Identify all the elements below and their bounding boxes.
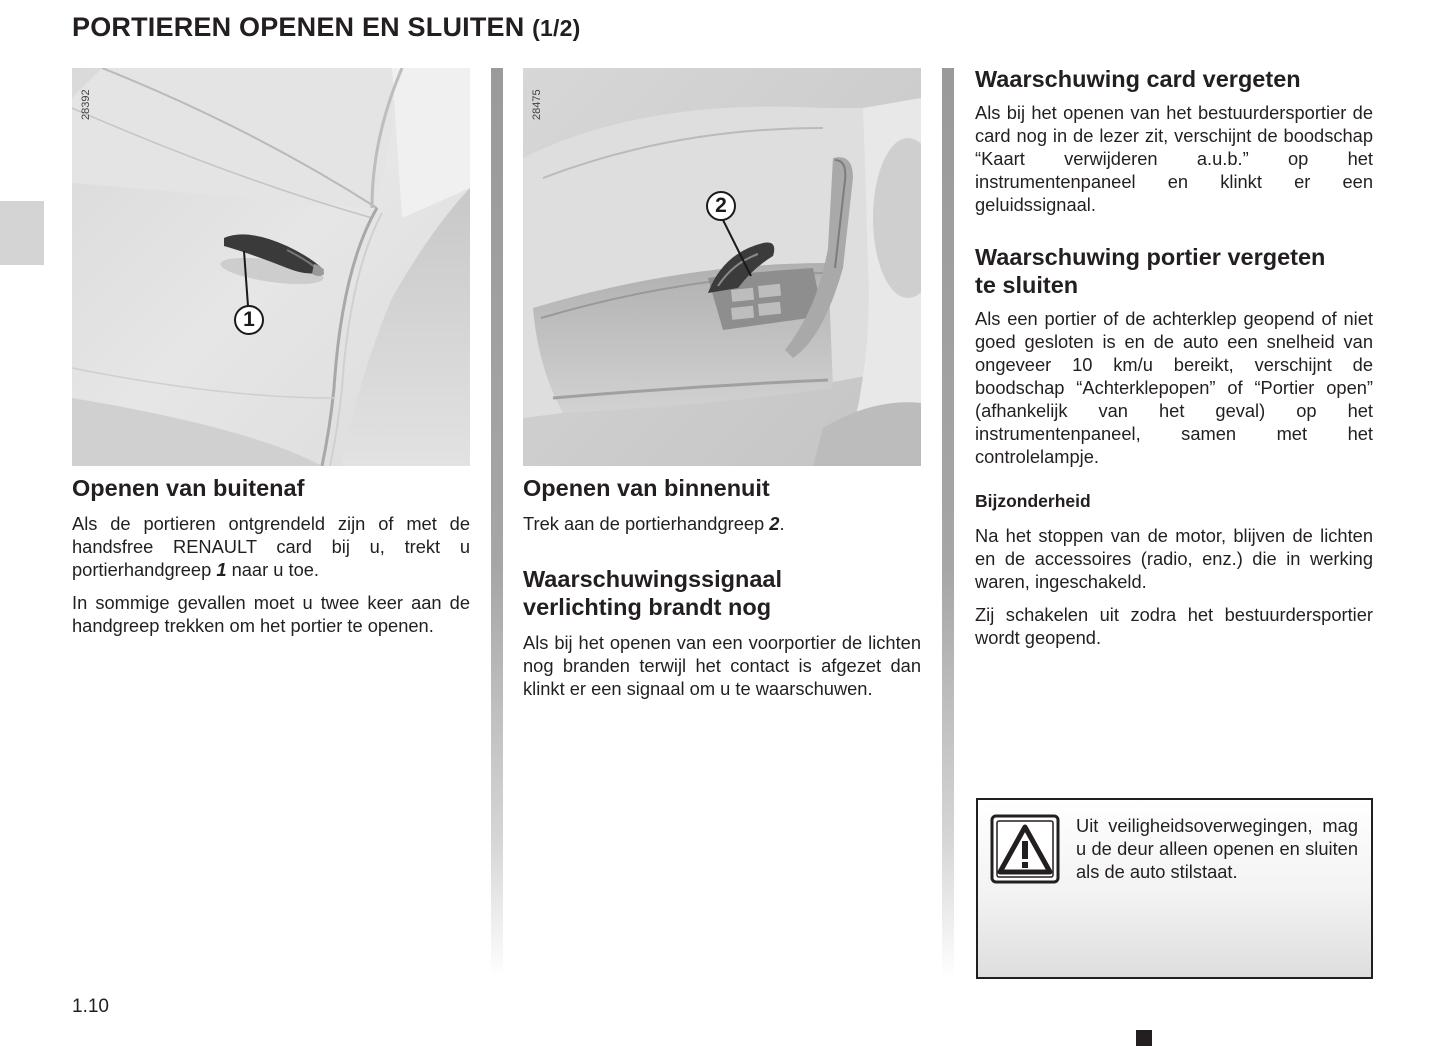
column-1 xyxy=(72,474,470,637)
page-title-text: PORTIEREN OPENEN EN SLUITEN xyxy=(72,12,525,42)
column-3 xyxy=(975,65,1373,649)
paragraph-openen-binnenuit xyxy=(523,512,921,535)
paragraph-text: Als de portieren ontgrendeld zijn of met de handsfree RENAULT card bij u, trekt u portierhandgreep xyxy=(72,513,470,580)
heading-waarschuwingssignaal xyxy=(523,565,921,621)
figure-interior-door-handle xyxy=(523,68,921,466)
page-title xyxy=(72,12,580,43)
heading-openen-van-buitenaf: Openen van buitenaf xyxy=(72,475,305,501)
interior-door-illustration xyxy=(523,68,921,466)
heading-line: Waarschuwingssignaal xyxy=(523,566,783,592)
column-divider-1 xyxy=(491,68,503,978)
paragraph-text: Trek aan de portierhandgreep xyxy=(523,513,770,534)
chapter-side-tab xyxy=(0,201,44,265)
figure-ref-number: 28475 xyxy=(531,89,543,120)
page-title-part: (1/2) xyxy=(532,15,581,41)
warning-text: Uit veiligheidsoverwegingen, mag u de deur alleen openen en sluiten als de auto stilstaat. xyxy=(1076,815,1358,882)
paragraph-uitschakelen: Zij schakelen uit zodra het bestuurdersportier wordt geopend. xyxy=(975,604,1373,648)
heading-card-vergeten: Waarschuwing card vergeten xyxy=(975,66,1301,92)
paragraph-twee-keer: In sommige gevallen moet u twee keer aan de handgreep trekken om het portier te openen. xyxy=(72,592,470,636)
heading-openen-van-binnenuit: Openen van binnenuit xyxy=(523,475,770,501)
heading-portier-vergeten xyxy=(975,243,1373,299)
page-number: 1.10 xyxy=(72,996,109,1017)
heading-line: Waarschuwing portier vergeten xyxy=(975,244,1326,270)
figure-exterior-door-handle xyxy=(72,68,470,466)
handle-ref-2: 2 xyxy=(769,513,780,534)
paragraph-text: . xyxy=(779,513,785,534)
figure-ref-number: 28392 xyxy=(80,89,92,120)
paragraph-text: naar u toe. xyxy=(226,559,319,580)
heading-line: verlichting brandt nog xyxy=(523,594,772,620)
subheading-bijzonderheid: Bijzonderheid xyxy=(975,491,1091,511)
column-2 xyxy=(523,474,921,700)
paragraph-portier-vergeten: Als een portier of de achterklep geopend of niet goed gesloten is en de auto een snelheid van ongeveer 10 km/u bereikt, verschijnt de boodschap “Achterklepopen” of “Portier open” (afhankelijk van het geval) op het instrumentenpaneel, samen met het controlelampje. xyxy=(975,308,1373,467)
paragraph-card-vergeten: Als bij het openen van het bestuurdersportier de card nog in de lezer zit, verschijnt de boodschap “Kaart verwijderen a.u.b.” op het instrumentenpaneel en klinkt er een geluidssignaal. xyxy=(975,102,1373,215)
paragraph-verlichting: Als bij het openen van een voorportier de lichten nog branden terwijl het contact is afgezet dan klinkt er een signaal om u te waarschuwen. xyxy=(523,632,921,699)
paragraph-bijzonderheid: Na het stoppen van de motor, blijven de lichten en de accessoires (radio, enz.) die in werking waren, ingeschakeld. xyxy=(975,525,1373,592)
paragraph-openen-buitenaf xyxy=(72,512,470,581)
warning-triangle-icon xyxy=(990,814,1060,884)
callout-1: 1 xyxy=(234,305,264,335)
column-divider-2 xyxy=(942,68,954,978)
exterior-door-illustration xyxy=(72,68,470,466)
end-of-section-mark xyxy=(1136,1030,1152,1046)
handle-ref-1: 1 xyxy=(216,559,227,580)
warning-box xyxy=(976,798,1373,979)
heading-line: te sluiten xyxy=(975,272,1079,298)
callout-2: 2 xyxy=(706,191,736,221)
